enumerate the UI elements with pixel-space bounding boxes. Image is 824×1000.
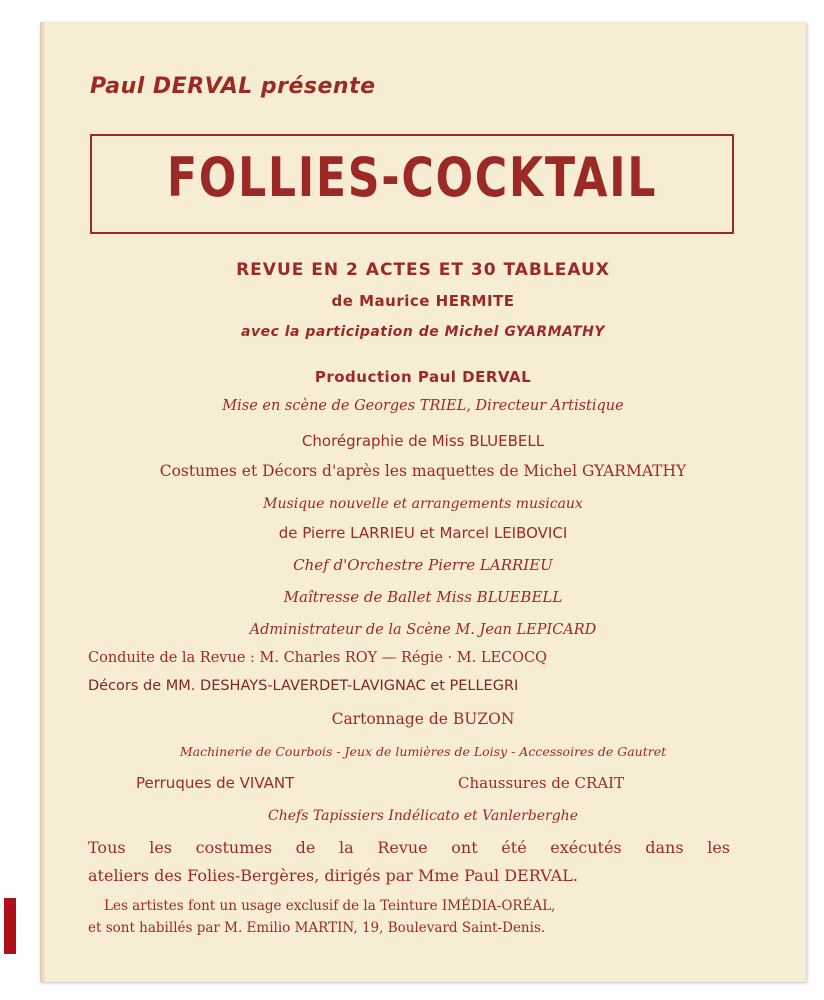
- production-line: Production Paul DERVAL: [314, 368, 532, 386]
- chef-line: Chef d'Orchestre Pierre LARRIEU: [293, 556, 553, 574]
- tous-line-2: ateliers des Folies-Bergères, dirigés par Mme Paul DERVAL.: [88, 866, 578, 885]
- maitresse-line: Maîtresse de Ballet Miss BLUEBELL: [283, 588, 563, 606]
- artistes-line-2: et sont habillés par M. Emilio MARTIN, 19, Boulevard Saint-Denis.: [88, 920, 546, 936]
- perruques-line: Perruques de VIVANT: [136, 774, 295, 792]
- decors-line: Décors de MM. DESHAYS-LAVERDET-LAVIGNAC et PELLEGRI: [88, 678, 519, 694]
- show-title: FOLLIES-COCKTAIL: [166, 146, 658, 209]
- cartonnage-line: Cartonnage de BUZON: [331, 710, 515, 728]
- tapissiers-line: Chefs Tapissiers Indélicato et Vanlerberghe: [268, 808, 578, 824]
- program-page: [40, 22, 806, 982]
- revue-line: REVUE EN 2 ACTES ET 30 TABLEAUX: [236, 260, 610, 280]
- administrateur-line: Administrateur de la Scène M. Jean LEPICARD: [249, 622, 597, 638]
- costumes-line: Costumes et Décors d'après les maquettes de Michel GYARMATHY: [159, 462, 687, 480]
- conduite-line: Conduite de la Revue : M. Charles ROY — Régie · M. LECOCQ: [88, 650, 548, 666]
- musique-line: Musique nouvelle et arrangements musicaux: [263, 496, 583, 512]
- participation-line: avec la participation de Michel GYARMATHY: [241, 324, 605, 340]
- tous-line-1: Tous les costumes de la Revue ont été exécutés dans les: [88, 838, 730, 857]
- mise-en-scene-line: Mise en scène de Georges TRIEL, Directeur Artistique: [222, 398, 624, 414]
- author-line: de Maurice HERMITE: [331, 292, 515, 310]
- choregraphie-line: Chorégraphie de Miss BLUEBELL: [301, 432, 545, 450]
- compositeurs-line: de Pierre LARRIEU et Marcel LEIBOVICI: [278, 524, 568, 542]
- binding-tab: [4, 898, 16, 954]
- machinerie-line: Machinerie de Courbois - Jeux de lumières de Loisy - Accessoires de Gautret: [179, 744, 667, 759]
- artistes-line-1: Les artistes font un usage exclusif de la Teinture IMÉDIA-ORÉAL,: [104, 898, 556, 914]
- chaussures-line: Chaussures de CRAIT: [458, 774, 625, 792]
- presenter-line: Paul DERVAL présente: [90, 74, 376, 99]
